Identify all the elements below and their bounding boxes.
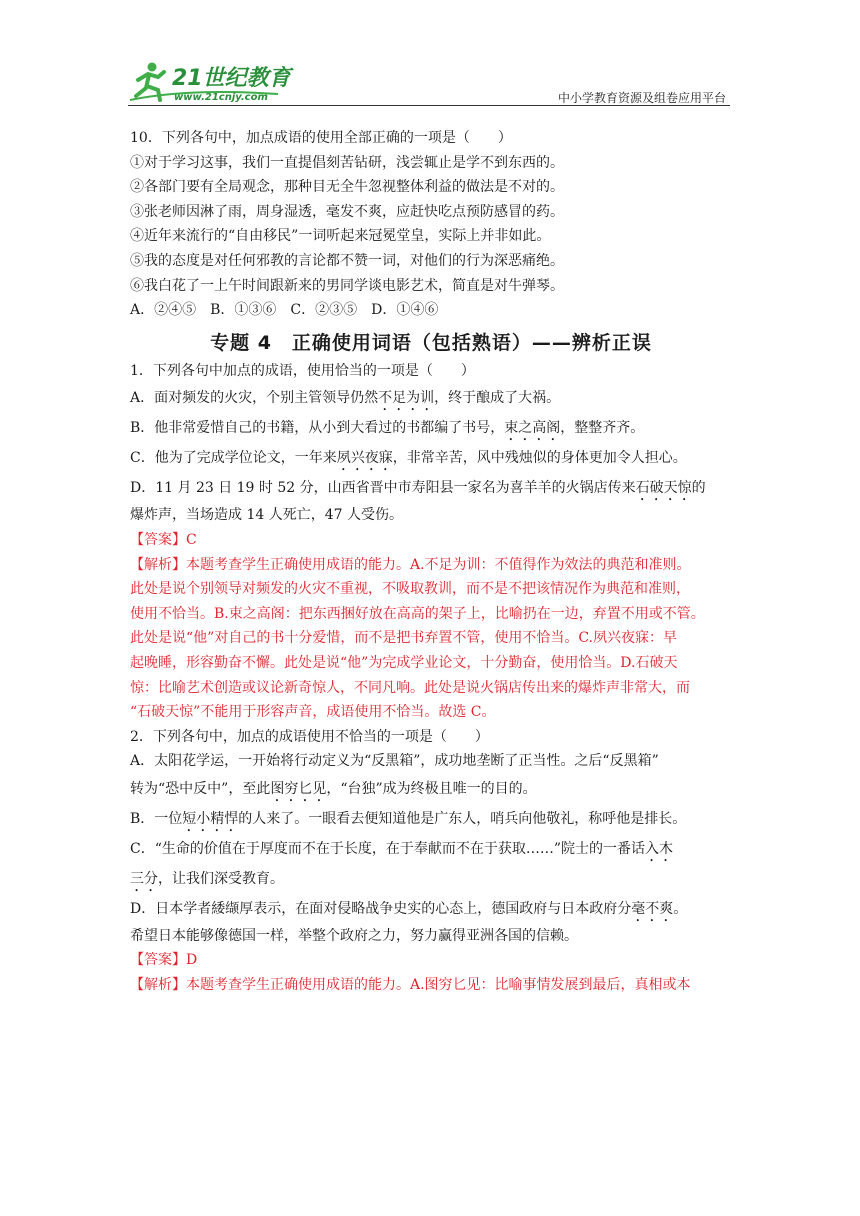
- q1-analysis-2: 此处是说个别领导对频发的火灾不重视，不吸取教训，而不是不把该情况作为典范和准则，: [130, 581, 690, 598]
- dotted-idiom: 图穷匕见: [270, 780, 327, 797]
- q10-item-1: ①对于学习这事，我们一直提倡刻苦钻研，浅尝辄止是学不到东西的。: [130, 154, 564, 171]
- q2-analysis: 【解析】本题考查学生正确使用成语的能力。A.图穷匕见：比喻事情发展到最后，真相或本: [130, 977, 691, 994]
- dotted-idiom: 三分: [130, 870, 158, 887]
- q1-analysis-5: 起晚睡，形容勤奋不懈。此处是说“他”为完成学业论文，十分勤奋，使用恰当。D.石破天: [130, 654, 678, 671]
- platform-name: 中小学教育资源及组卷应用平台: [557, 91, 726, 105]
- document-body: [130, 126, 732, 998]
- q1-option-d: D．11 月 23 日 19 时 52 分，山西省晋中市寿阳县一家名为喜羊羊的火锅店传来石破天惊的: [130, 480, 706, 497]
- q2-option-c: C．“生命的价值在于厚度而不在于长度，在于奉献而不在于获取……”院士的一番话入木: [130, 840, 674, 857]
- dotted-idiom: 束之高阁: [504, 420, 561, 437]
- q1-analysis-4: 此处是说“他”对自己的书十分爱惜，而不是把书弃置不管，使用不恰当。C.夙兴夜寐：早: [130, 630, 677, 647]
- q1-analysis-7: “石破天惊”不能用于形容声音，成语使用不恰当。故选 C。: [130, 704, 496, 721]
- q2-option-b: B．一位短小精悍的人来了。一眼看去便知道他是广东人，哨兵向他敬礼，称呼他是排长。: [130, 810, 687, 827]
- q10-item-3: ③张老师因淋了雨，周身湿透，毫发不爽，应赶快吃点预防感冒的药。: [130, 203, 564, 220]
- q1-analysis-3: 使用不恰当。B.束之高阁：把东西捆好放在高高的架子上，比喻扔在一边，弃置不用或不管。: [130, 605, 705, 622]
- q10-options: A．②④⑤ B．①③⑥ C．②③⑤ D．①④⑥: [130, 302, 439, 319]
- q1-option-d-cont: 爆炸声，当场造成 14 人死亡，47 人受伤。: [130, 507, 403, 524]
- svg-text:www.21cnjy.com: www.21cnjy.com: [174, 92, 268, 103]
- q1-analysis-1: 【解析】本题考查学生正确使用成语的能力。A.不足为训：不值得作为效法的典范和准则。: [130, 556, 691, 573]
- q2-option-d-cont: 希望日本能够像德国一样，举整个政府之力，努力赢得亚洲各国的信赖。: [130, 927, 578, 944]
- page-header: [128, 58, 730, 108]
- q2-stem: 2．下列各句中，加点的成语使用不恰当的一项是（ ）: [130, 728, 489, 745]
- q1-option-c: C．他为了完成学位论文，一年来夙兴夜寐，非常辛苦，风中残烛似的身体更加令人担心。: [130, 450, 687, 467]
- q10-item-5: ⑤我的态度是对任何邪教的言论都不赞一词，对他们的行为深恶痛绝。: [130, 252, 564, 269]
- q10-stem: 10．下列各句中，加点成语的使用全部正确的一项是（ ）: [130, 130, 512, 146]
- dotted-idiom: 毫不爽: [631, 900, 674, 917]
- dotted-idiom: 不足为训: [378, 390, 435, 407]
- q2-option-a: A．太阳花学运，一开始将行动定义为“反黑箱”，成功地垄断了正当性。之后“反黑箱”: [130, 753, 659, 770]
- 21cnjy-logo: [128, 58, 298, 104]
- dotted-idiom: 短小精悍: [182, 810, 239, 827]
- q10-item-2: ②各部门要有全局观念，那种目无全牛忽视整体利益的做法是不对的。: [130, 179, 564, 196]
- q2-option-c-cont: 三分，让我们深受教育。: [130, 870, 284, 887]
- q10-item-4: ④近年来流行的“自由移民”一词听起来冠冕堂皇，实际上并非如此。: [130, 228, 551, 245]
- q2-answer: 【答案】D: [130, 952, 198, 969]
- q1-option-b: B．他非常爱惜自己的书籍，从小到大看过的书都编了书号，束之高阁，整整齐齐。: [130, 420, 645, 437]
- dotted-idiom: 入木: [645, 840, 674, 857]
- q10-item-6: ⑥我白花了一上午时间跟新来的男同学谈电影艺术，简直是对牛弹琴。: [130, 277, 564, 294]
- svg-text:21世纪教育: 21世纪教育: [172, 66, 291, 91]
- section-title: 专题 4 正确使用词语（包括熟语）——辨析正误: [210, 331, 652, 354]
- q2-option-a-cont: 转为“恐中反中”，至此图穷匕见，“台独”成为终极且唯一的目的。: [130, 780, 537, 797]
- q2-option-d: D．日本学者緌缬厚表示，在面对侵略战争史实的心态上，德国政府与日本政府分毫不爽。: [130, 900, 688, 917]
- header-divider: [128, 105, 730, 106]
- dotted-idiom: 夙兴夜寐: [336, 450, 393, 467]
- q1-answer: 【答案】C: [130, 531, 197, 548]
- dotted-idiom: 石破天惊: [635, 480, 692, 497]
- q1-stem: 1．下列各句中加点的成语，使用恰当的一项是（ ）: [130, 362, 475, 379]
- q1-option-a: A．面对频发的火灾，个别主管领导仍然不足为训，终于酿成了大祸。: [130, 390, 561, 407]
- q1-analysis-6: 惊：比喻艺术创造或议论新奇惊人，不同凡响。此处是说火锅店传出来的爆炸声非常大，而: [130, 679, 690, 696]
